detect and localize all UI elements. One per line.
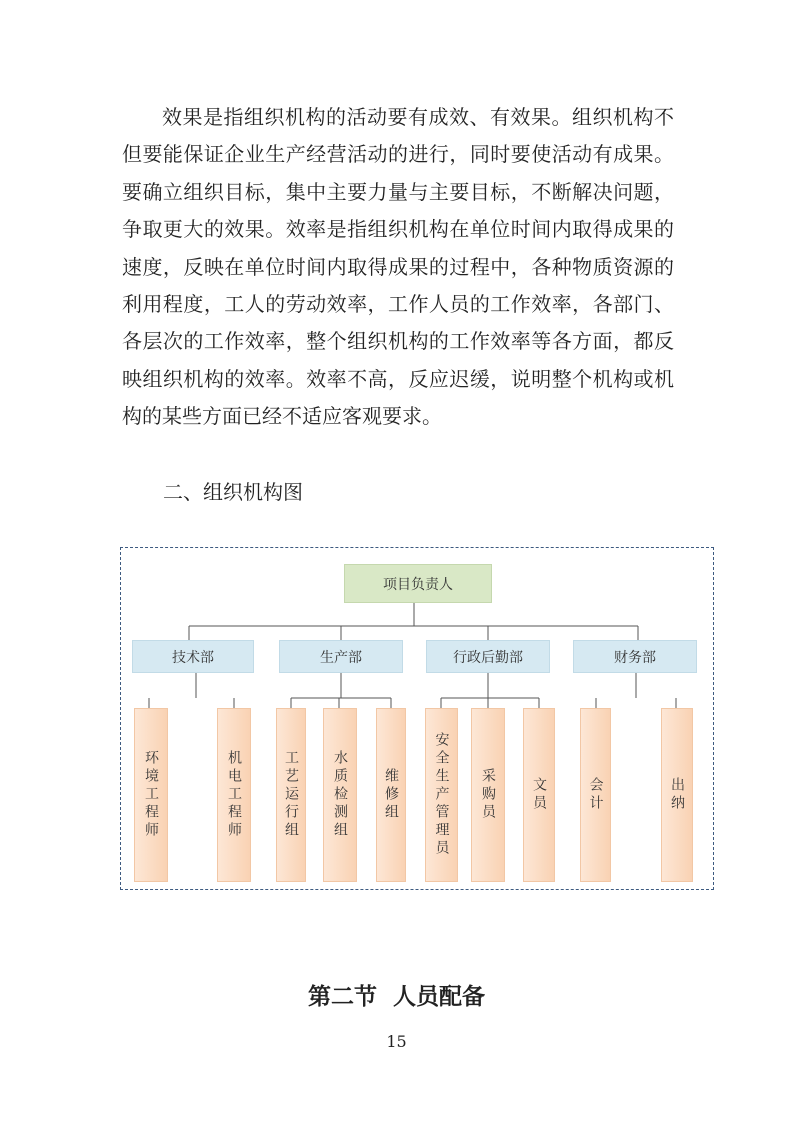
- chapter-heading: 第二节 人员配备: [307, 984, 485, 1010]
- dept-box-admin: 行政后勤部: [426, 640, 550, 673]
- dept-box-finance: 财务部: [573, 640, 697, 673]
- staff-box-mech-engineer: 机电工程师: [217, 708, 251, 882]
- staff-box-env-engineer: 环境工程师: [134, 708, 168, 882]
- staff-box-safety-manager: 安全生产管理员: [425, 708, 458, 882]
- staff-box-maintenance-group: 维修组: [376, 708, 406, 882]
- section-heading: 二、组织机构图: [163, 480, 303, 504]
- dept-box-tech: 技术部: [132, 640, 254, 673]
- staff-box-purchaser: 采购员: [471, 708, 505, 882]
- staff-box-cashier: 出纳: [661, 708, 693, 882]
- staff-box-water-test-group: 水质检测组: [323, 708, 357, 882]
- org-head-box: 项目负责人: [344, 564, 492, 603]
- org-chart: [120, 547, 714, 890]
- body-paragraph: 效果是指组织机构的活动要有成效、有效果。组织机构不但要能保证企业生产经营活动的进行，同时要使活动有成果。要确立组织目标，集中主要力量与主要目标，不断解决问题，争取更大的效果。效率是指组织机构在单位时间内取得成果的速度，反映在单位时间内取得成果的过程中，各种物质资源的利用程度，工人的劳动效率，工作人员的工作效率，各部门、各层次的工作效率，整个组织机构的工作效率等各方面，都反映组织机构的效率。效率不高，反应迟缓，说明整个机构或机构的某些方面已经不适应客观要求。: [122, 105, 674, 429]
- staff-box-accountant: 会计: [580, 708, 611, 882]
- page-number: 15: [386, 1032, 407, 1051]
- staff-box-clerk: 文员: [523, 708, 555, 882]
- dept-box-production: 生产部: [279, 640, 403, 673]
- staff-box-process-group: 工艺运行组: [276, 708, 306, 882]
